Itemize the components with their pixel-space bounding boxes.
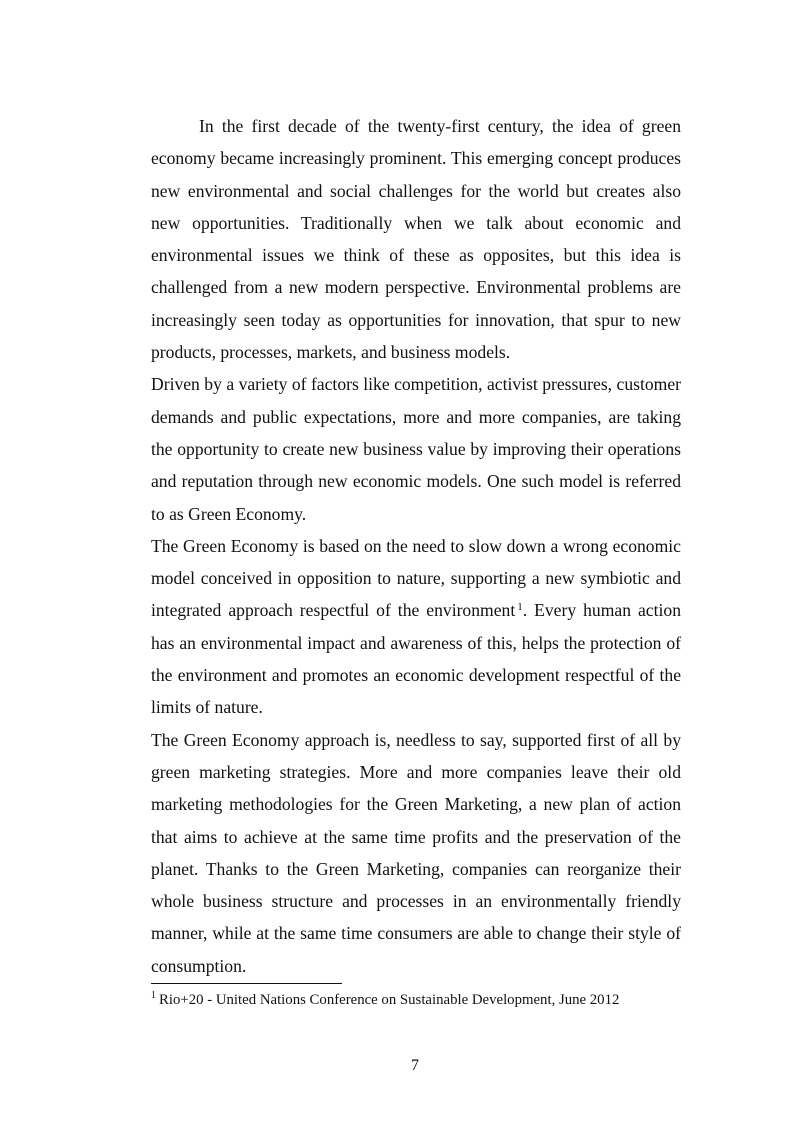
paragraph-green-marketing (151, 724, 681, 982)
paragraph-intro-text: In the first decade of the twenty-first century, the idea of green economy became increasingly prominent. This emerging concept produces new environmental and social challenges for the world but creates also new opportunities. Traditionally when we talk about economic and environmental issues we think of these as opposites, but this idea is challenged from a new modern perspective. Environmental problems are increasingly seen today as opportunities for innovation, that spur to new products, processes, markets, and business models. (151, 116, 681, 363)
footnote-number: 1 (151, 990, 156, 1002)
paragraph-drivers (151, 368, 681, 529)
paragraph-intro (151, 110, 681, 368)
paragraph-human-action-text: Every human action has an environmental impact and awareness of this, helps the protection of the environment and promotes an economic development respectful of the limits of nature. (151, 600, 681, 718)
footnote-reference[interactable]: 1 (517, 600, 523, 613)
footnote-separator (151, 983, 342, 984)
paragraph-green-economy-text: The Green Economy is based on the need to slow down a wrong economic model conceived in opposition to nature, supporting a new symbiotic and integrated approach respectful of the environment (151, 535, 681, 621)
page-number: 7 (411, 1057, 419, 1074)
paragraph-green-economy (151, 530, 681, 724)
footnote-text: Rio+20 - United Nations Conference on Sustainable Development, June 2012 (159, 992, 620, 1008)
paragraph-green-economy-period: . (522, 600, 528, 621)
footnote (151, 990, 711, 1010)
paragraph-drivers-text: Driven by a variety of factors like competition, activist pressures, customer demands and public expectations, more and more companies, are taking the opportunity to create new business value by improving their operations and reputation through new economic models. One such model is referred to as Green Economy. (151, 374, 681, 524)
paragraph-green-marketing-text: The Green Economy approach is, needless to say, supported first of all by green marketing strategies. More and more companies leave their old marketing methodologies for the Green Marketing, a new plan of action that aims to achieve at the same time profits and the preservation of the planet. Thanks to the Green Marketing, companies can reorganize their whole business structure and processes in an environmentally friendly manner, while at the same time consumers are able to change their style of consumption. (151, 729, 681, 976)
body-text (151, 110, 681, 982)
